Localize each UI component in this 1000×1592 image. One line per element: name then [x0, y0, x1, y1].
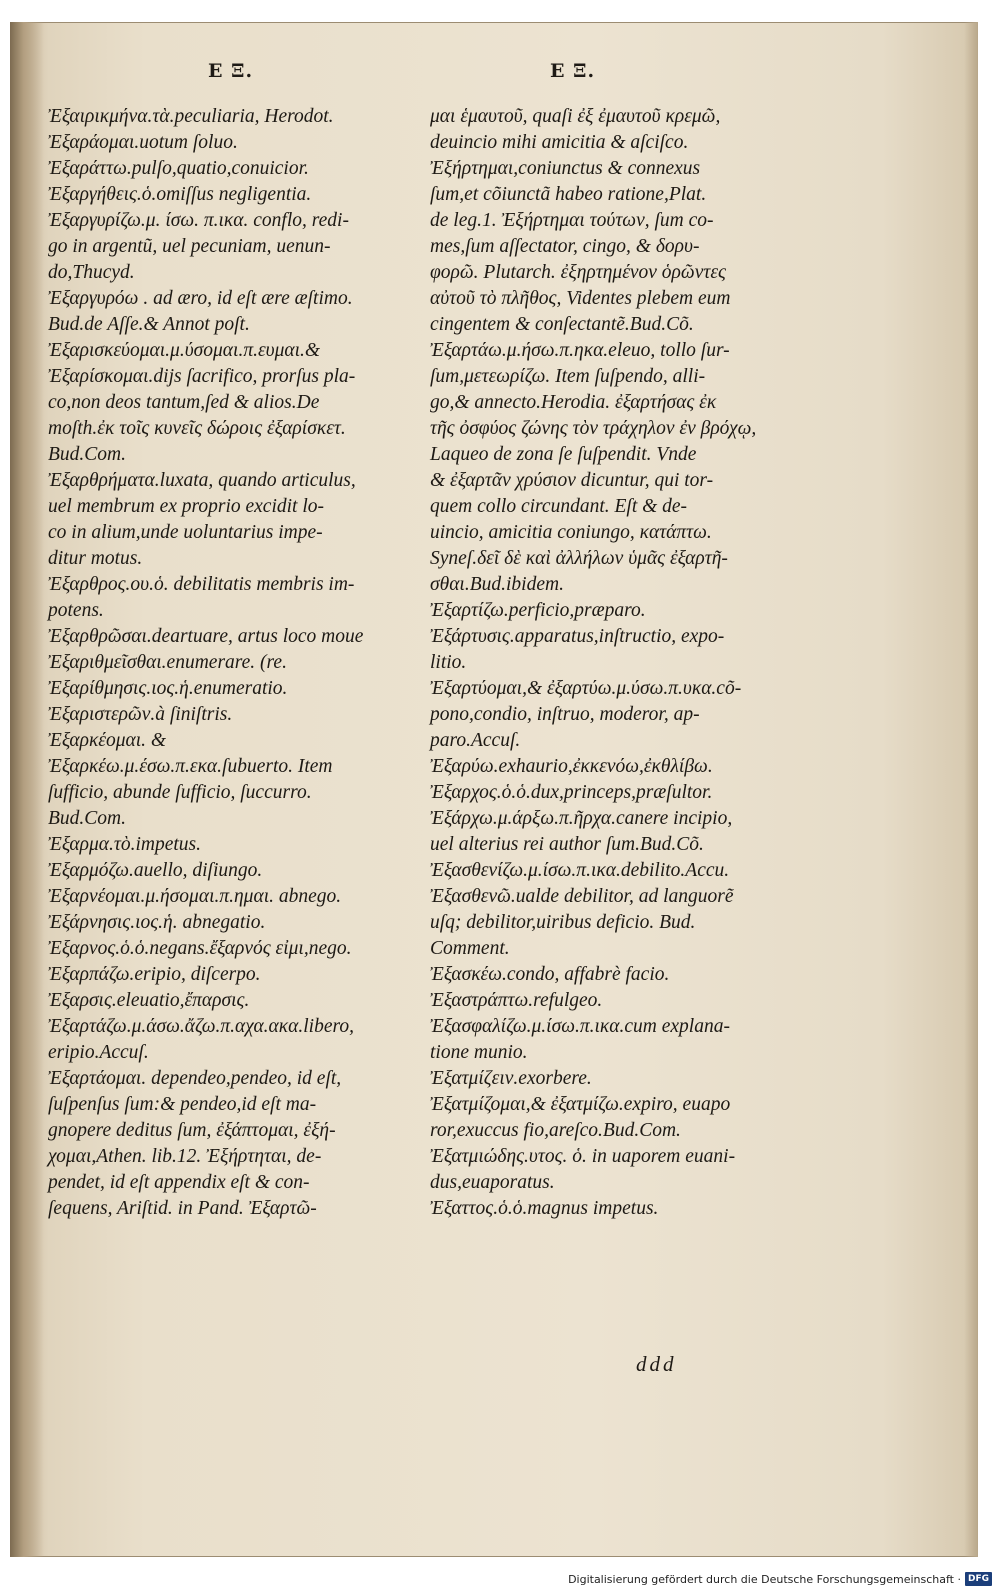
text-line: Ἐξασκέω.condo, affabrè facio. — [430, 964, 670, 985]
text-line: μαι ἑμαυτοῦ, quaſi ἐξ ἐμαυτοῦ κρεμῶ, — [430, 106, 721, 127]
text-line: Bud.Com. — [48, 808, 126, 829]
text-line: Ἐξατμίζειν.exorbere. — [430, 1068, 592, 1089]
text-line: ditur motus. — [48, 548, 143, 569]
text-line: Ἐξαρπάζω.eripio, diſcerpo. — [48, 964, 261, 985]
text-line: Ἐξάρτυσις.apparatus,inſtructio, expo- — [430, 626, 725, 647]
text-line: χομαι,Athen. lib.12. Ἐξήρτηται, de- — [48, 1146, 322, 1167]
text-line: Ἐξαρσις.eleuatio,ἔπαρσις. — [48, 990, 250, 1011]
text-line: ſufficio, abunde ſufficio, ſuccurro. — [48, 782, 312, 803]
text-line: eripio.Accuſ. — [48, 1042, 149, 1063]
text-line: mes,ſum aſſectator, cingo, & δορυ- — [430, 236, 700, 257]
text-line: Ἐξάρνησις.ιος.ἡ. abnegatio. — [48, 912, 266, 933]
text-line: Ἐξαρθρήματα.luxata, quando articulus, — [48, 470, 356, 491]
left-column — [48, 104, 388, 1222]
text-line: go,& annecto.Herodia. ἐξαρτήσας ἐκ — [430, 392, 717, 413]
text-line: Ἐξαρτίζω.perficio,præparo. — [430, 600, 646, 621]
text-line: ſum,et cõiunctã habeo ratione,Plat. — [430, 184, 707, 205]
running-head-right: E Ξ. — [550, 60, 596, 82]
text-line: uſq; debilitor,uiribus deficio. Bud. — [430, 912, 696, 933]
text-line: uel alterius rei author ſum.Bud.Cõ. — [430, 834, 704, 855]
dfg-logo: DFG — [965, 1572, 992, 1586]
text-line: Ἐξασθενῶ.ualde debilitor, ad languorẽ — [430, 886, 734, 907]
text-line: Ἐξαρτάω.μ.ήσω.π.ηκα.eleuo, tollo ſur- — [430, 340, 730, 361]
book-page — [10, 22, 978, 1557]
footer-text: Digitalisierung gefördert durch die Deutsche Forschungsgemeinschaft · — [568, 1572, 961, 1586]
text-line: Ἐξαρύω.exhaurio,ἐκκενόω,ἐκθλίβω. — [430, 756, 713, 777]
text-line: Ἐξαρνέομαι.μ.ήσομαι.π.ημαι. abnego. — [48, 886, 342, 907]
text-line: moſth.ἐκ τοῖς κυνεῖς δώροις ἐξαρίσκετ. — [48, 418, 346, 439]
text-line: potens. — [48, 600, 104, 621]
text-line: cingentem & conſectantẽ.Bud.Cõ. — [430, 314, 694, 335]
signature-mark: ddd — [636, 1352, 677, 1376]
text-line: co,non deos tantum,ſed & alios.De — [48, 392, 320, 413]
text-line: Bud.de Aſſe.& Annot poſt. — [48, 314, 250, 335]
text-line: Ἐξήρτημαι,coniunctus & connexus — [430, 158, 701, 179]
text-line: φορῶ. Plutarch. ἐξηρτημένον ὁρῶντες — [430, 262, 726, 283]
text-line: Ἐξαριθμεῖσθαι.enumerare. (re. — [48, 652, 287, 673]
text-line: Laqueo de zona ſe ſuſpendit. Vnde — [430, 444, 697, 465]
text-line: ror,exuccus fio,areſco.Bud.Com. — [430, 1120, 681, 1141]
text-line: ſequens, Ariſtid. in Pand. Ἐξαρτῶ- — [48, 1198, 317, 1219]
text-line: Ἐξαρκέω.μ.έσω.π.εκα.ſubuerto. Item — [48, 756, 333, 777]
text-line: Ἐξάρχω.μ.άρξω.π.ῆρχα.canere incipio, — [430, 808, 733, 829]
text-line: de leg.1. Ἐξήρτημαι τούτων, ſum co- — [430, 210, 714, 231]
text-line: uincio, amicitia coniungo, κατάπτω. — [430, 522, 712, 543]
right-column — [430, 104, 770, 1222]
text-line: Ἐξαρτύομαι,& ἐξαρτύω.μ.ύσω.π.υκα.cõ- — [430, 678, 742, 699]
text-line: go in argentũ, uel pecuniam, uenun- — [48, 236, 331, 257]
text-line: ſum,μετεωρίζω. Item ſuſpendo, alli- — [430, 366, 706, 387]
text-line: deuincio mihi amicitia & aſciſco. — [430, 132, 689, 153]
text-line: Ἐξαρχος.ὁ.ὁ.dux,princeps,præſultor. — [430, 782, 713, 803]
running-head-left: E Ξ. — [208, 60, 254, 82]
text-line: litio. — [430, 652, 467, 673]
text-line: Syneſ.δεῖ δὲ καὶ ἀλλήλων ὑμᾶς ἐξαρτῆ- — [430, 548, 728, 569]
text-line: Ἐξαράομαι.uotum ſoluo. — [48, 132, 238, 153]
text-line: Ἐξαρθρος.ου.ὁ. debilitatis membris im- — [48, 574, 355, 595]
text-line: Ἐξαρίσκομαι.dijs ſacrifico, prorſus pla- — [48, 366, 356, 387]
text-line: co in alium,unde uoluntarius impe- — [48, 522, 323, 543]
text-line: & ἐξαρτᾶν χρύσιον dicuntur, qui tor- — [430, 470, 714, 491]
text-line: tione munio. — [430, 1042, 528, 1063]
text-line: do,Thucyd. — [48, 262, 135, 283]
text-line: Bud.Com. — [48, 444, 126, 465]
text-line: ſuſpenſus ſum:& pendeo,id eſt ma- — [48, 1094, 317, 1115]
text-line: Ἐξαστράπτω.refulgeo. — [430, 990, 603, 1011]
text-line: Ἐξαριστερῶν.à ſiniſtris. — [48, 704, 233, 725]
text-line: Ἐξαττος.ὁ.ὁ.magnus impetus. — [430, 1198, 659, 1219]
text-line: gnopere deditus ſum, ἐξάπτομαι, ἐξή- — [48, 1120, 336, 1141]
text-line: αὐτοῦ τὸ πλῆθος, Videntes plebem eum — [430, 288, 731, 309]
text-line: Ἐξαργήθεις.ὁ.omiſſus negligentia. — [48, 184, 312, 205]
text-line: paro.Accuſ. — [430, 730, 521, 751]
text-line: Comment. — [430, 938, 510, 959]
text-line: Ἐξαργυρίζω.μ. ίσω. π.ικα. conflo, redi- — [48, 210, 349, 231]
text-line: Ἐξαρτάζω.μ.άσω.ἄζω.π.αχα.ακα.libero, — [48, 1016, 354, 1037]
text-line: Ἐξαρμα.τὸ.impetus. — [48, 834, 201, 855]
text-line: quem collo circundant. Eſt & de- — [430, 496, 688, 517]
text-line: Ἐξαρισκεύομαι.μ.ύσομαι.π.ευμαι.& — [48, 340, 321, 361]
text-line: Ἐξαρτάομαι. dependeo,pendeo, id eſt, — [48, 1068, 342, 1089]
text-line: Ἐξαρίθμησις.ιος.ἡ.enumeratio. — [48, 678, 288, 699]
text-line: Ἐξασφαλίζω.μ.ίσω.π.ικα.cum explana- — [430, 1016, 730, 1037]
text-line: τῆς ὀσφύος ζώνης τὸν τράχηλον ἐν βρόχῳ, — [430, 418, 757, 439]
text-line: Ἐξαργυρόω . ad æro, id eſt ære æſtimo. — [48, 288, 353, 309]
text-line: pono,condio, inſtruo, moderor, ap- — [430, 704, 700, 725]
text-line: pendet, id eſt appendix eſt & con- — [48, 1172, 310, 1193]
text-line: Ἐξατμίζομαι,& ἐξατμίζω.expiro, euapo — [430, 1094, 731, 1115]
text-line: σθαι.Bud.ibidem. — [430, 574, 564, 595]
text-line: Ἐξαρκέομαι. & — [48, 730, 167, 751]
text-line: Ἐξαιρικμήνα.τὰ.peculiaria, Herodot. — [48, 106, 334, 127]
text-line: Ἐξαρμόζω.auello, diſiungo. — [48, 860, 263, 881]
text-line: Ἐξαρθρῶσαι.deartuare, artus loco moue — [48, 626, 364, 647]
text-line: dus,euaporatus. — [430, 1172, 555, 1193]
text-line: uel membrum ex proprio excidit lo- — [48, 496, 324, 517]
text-line: Ἐξατμιώδης.υτος. ὁ. in uaporem euani- — [430, 1146, 736, 1167]
text-line: Ἐξαράττω.pulſo,quatio,conuicior. — [48, 158, 309, 179]
text-line: Ἐξαρνος.ὁ.ὁ.negans.ἔξαρνός εἰμι,nego. — [48, 938, 352, 959]
footer — [568, 1570, 992, 1588]
text-line: Ἐξασθενίζω.μ.ίσω.π.ικα.debilito.Accu. — [430, 860, 730, 881]
